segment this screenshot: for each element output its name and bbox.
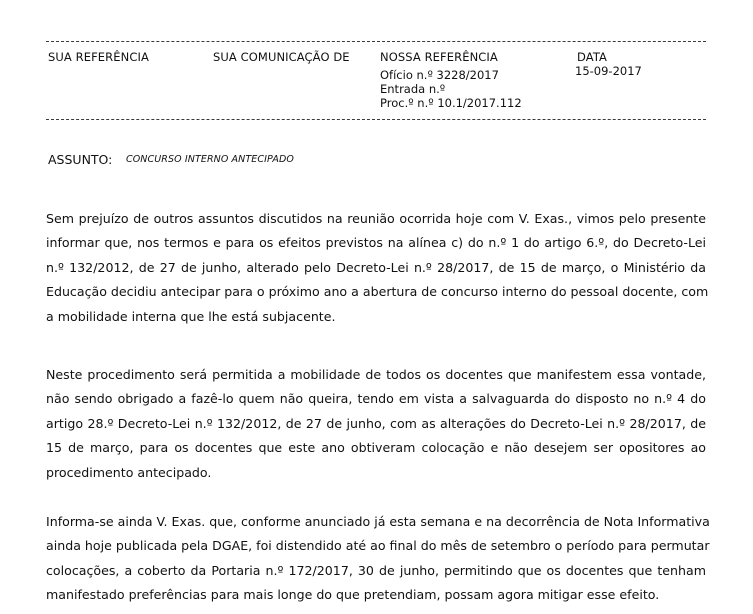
header-bottom-rule	[46, 119, 706, 120]
paragraph-line: procedimento antecipado.	[46, 464, 212, 480]
paragraph-3	[46, 510, 710, 608]
paragraph-line: manifestado preferências para mais longe do que pretendiam, possam agora mitigar esse efeito.	[46, 587, 660, 603]
paragraph-line: Neste procedimento será permitida a mobilidade de todos os docentes que manifestem essa vontade,	[46, 367, 706, 382]
paragraph-line: a mobilidade interna que lhe está subjacente.	[46, 308, 336, 324]
paragraph-line: Educação decidiu antecipar para o próximo ano a abertura de concurso interno do pessoal docente, com	[46, 284, 709, 300]
header-your-reference-label: SUA REFERÊNCIA	[48, 50, 149, 64]
paragraph-line: 15 de março, para os docentes que este ano obtiveram colocação e não desejem ser opositores ao	[46, 440, 706, 456]
paragraph-line: Informa-se ainda V. Exas. que, conforme anunciado já esta semana e na decorrência de Nota Informativa	[46, 514, 710, 529]
header-our-reference-label: NOSSA REFERÊNCIA	[380, 50, 498, 64]
paragraph-line: n.º 132/2012, de 27 de junho, alterado pelo Decreto-Lei n.º 28/2017, de 15 de março, o Ministério da	[46, 259, 706, 275]
paragraph-1	[46, 207, 709, 329]
paragraph-line: Sem prejuízo de outros assuntos discutidos na reunião ocorrida hoje com V. Exas., vimos pelo presente	[46, 211, 706, 226]
header-oficio-number: Ofício n.º 3228/2017	[380, 68, 499, 82]
paragraph-line: colocações, a coberto da Portaria n.º 172/2017, 30 de junho, permitindo que os docentes que tenham	[46, 562, 706, 578]
subject-label: ASSUNTO:	[48, 152, 113, 167]
paragraph-line: informar que, nos termos e para os efeitos previstos na alínea c) do n.º 1 do artigo 6.º, do Decreto-Lei	[46, 235, 706, 251]
header-top-rule	[46, 41, 706, 42]
header-your-communication-label: SUA COMUNICAÇÃO DE	[213, 50, 350, 64]
header-processo-number: Proc.º n.º 10.1/2017.112	[380, 96, 522, 110]
paragraph-line: ainda hoje publicada pela DGAE, foi distendido até ao final do mês de setembro o período para permutar	[46, 538, 710, 554]
paragraph-2	[46, 363, 706, 485]
subject-value: CONCURSO INTERNO ANTECIPADO	[126, 154, 294, 165]
header-date-value: 15-09-2017	[575, 64, 642, 78]
paragraph-line: artigo 28.º Decreto-Lei n.º 132/2012, de 27 de junho, com as alterações do Decreto-Lei n.º 28/2017, de	[46, 415, 706, 431]
header-entrada-number: Entrada n.º	[380, 82, 446, 96]
paragraph-line: não sendo obrigado a fazê-lo quem não queira, tendo em vista a salvaguarda do disposto no n.º 4 do	[46, 391, 706, 407]
header-date-label: DATA	[577, 50, 608, 64]
